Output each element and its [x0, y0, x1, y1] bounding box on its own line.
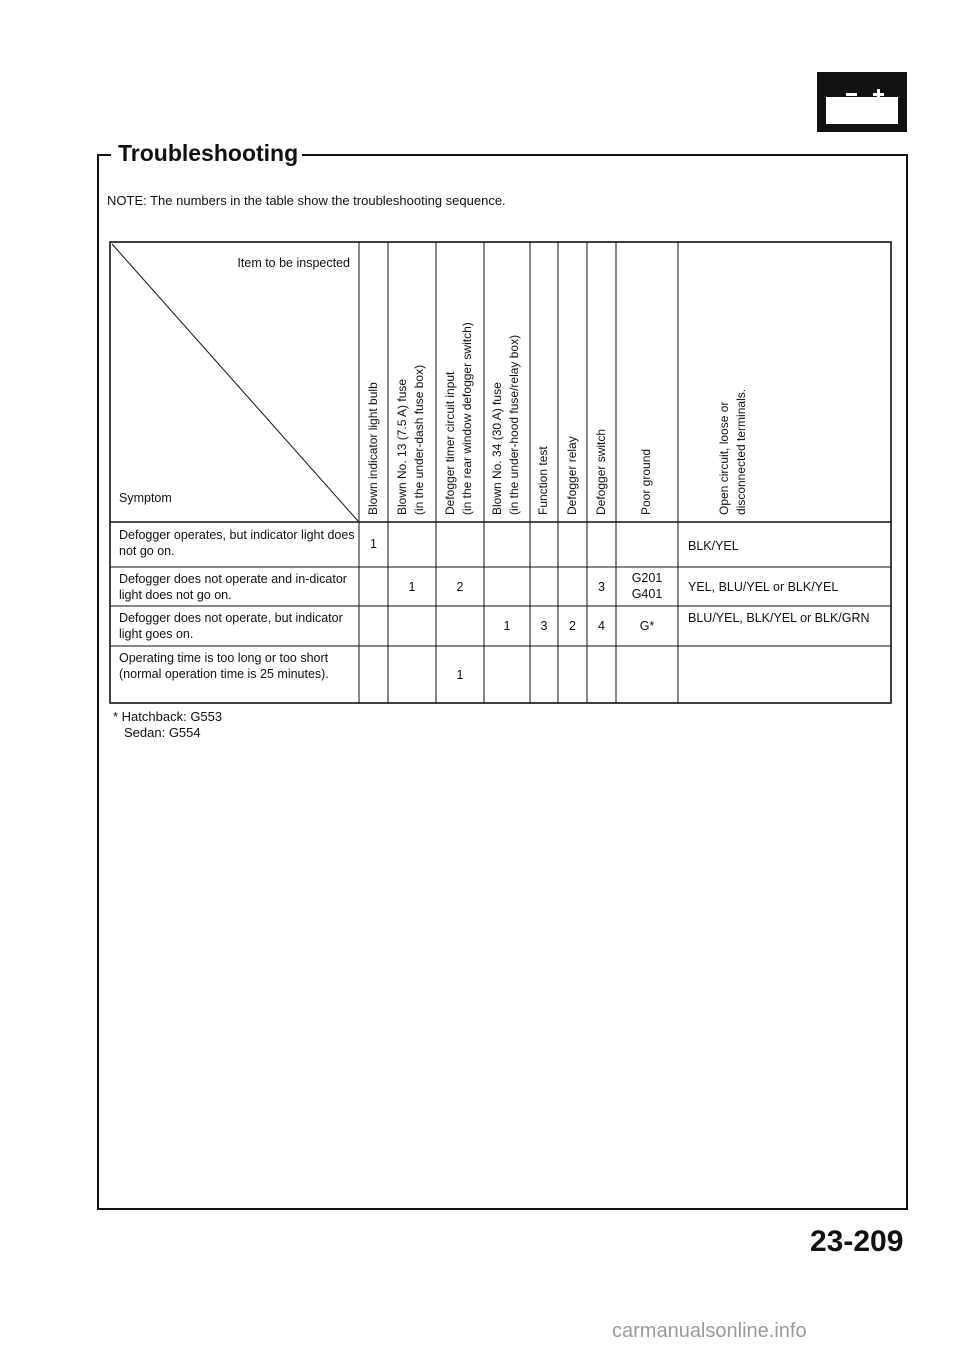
sequence-cell: 1: [456, 668, 464, 682]
column-header-open-circuit-detail: disconnected terminals.: [734, 388, 748, 515]
ground-cell: G201 G401: [631, 571, 663, 601]
sequence-cell: 1: [503, 619, 511, 633]
column-header-function-test: Function test: [536, 446, 550, 515]
column-header-open-circuit: Open circuit, loose or: [717, 401, 731, 515]
symptom-cell: Defogger does not operate and in-dicator light does not go on.: [119, 572, 347, 602]
column-header-timer-input-location: (in the rear window defogger switch): [460, 322, 474, 515]
section-title: Troubleshooting: [118, 138, 302, 168]
sequence-cell: 3: [598, 580, 605, 594]
column-header-timer-input: Defogger timer circuit input: [443, 371, 457, 515]
table-note: NOTE: The numbers in the table show the troubleshooting sequence.: [107, 193, 506, 208]
header-item-label: Item to be inspected: [237, 256, 350, 270]
column-header-defogger-switch: Defogger switch: [594, 428, 608, 515]
header-symptom-label: Symptom: [119, 491, 172, 505]
column-header-fuse-34: Blown No. 34 (30 A) fuse: [490, 382, 504, 515]
footnote-sedan: Sedan: G554: [124, 725, 201, 740]
sequence-cell: 1: [408, 580, 416, 594]
column-header-fuse-34-location: (in the under-hood fuse/relay box): [507, 334, 521, 515]
page-number: 23-209: [810, 1225, 904, 1258]
column-header-indicator-bulb: Blown indicator light bulb: [366, 382, 380, 515]
sequence-cell: 2: [569, 619, 576, 633]
wire-color-cell: BLK/YEL: [688, 539, 739, 553]
footnote-hatchback: * Hatchback: G553: [113, 709, 223, 724]
column-header-fuse-13-location: (in the under-dash fuse box): [412, 364, 426, 515]
sequence-cell: 3: [540, 619, 548, 633]
wire-color-cell: BLU/YEL, BLK/YEL or BLK/GRN: [688, 611, 870, 625]
symptom-cell: Defogger operates, but indicator light does not go on.: [119, 528, 355, 558]
column-header-defogger-relay: Defogger relay: [565, 436, 579, 515]
symptom-cell: Defogger does not operate, but indicator light goes on.: [119, 611, 343, 641]
column-header-poor-ground: Poor ground: [639, 448, 653, 515]
sequence-cell: 2: [456, 580, 464, 594]
ground-cell: G*: [639, 619, 655, 633]
sequence-cell: 1: [370, 537, 377, 551]
wire-color-cell: YEL, BLU/YEL or BLK/YEL: [688, 580, 839, 594]
watermark: carmanualsonline.info: [612, 1320, 807, 1342]
sequence-cell: 4: [598, 619, 605, 633]
ground-footnote: [113, 709, 222, 741]
symptom-cell: Operating time is too long or too short (normal operation time is 25 minutes).: [119, 651, 329, 681]
column-header-fuse-13: Blown No. 13 (7.5 A) fuse: [395, 378, 409, 515]
